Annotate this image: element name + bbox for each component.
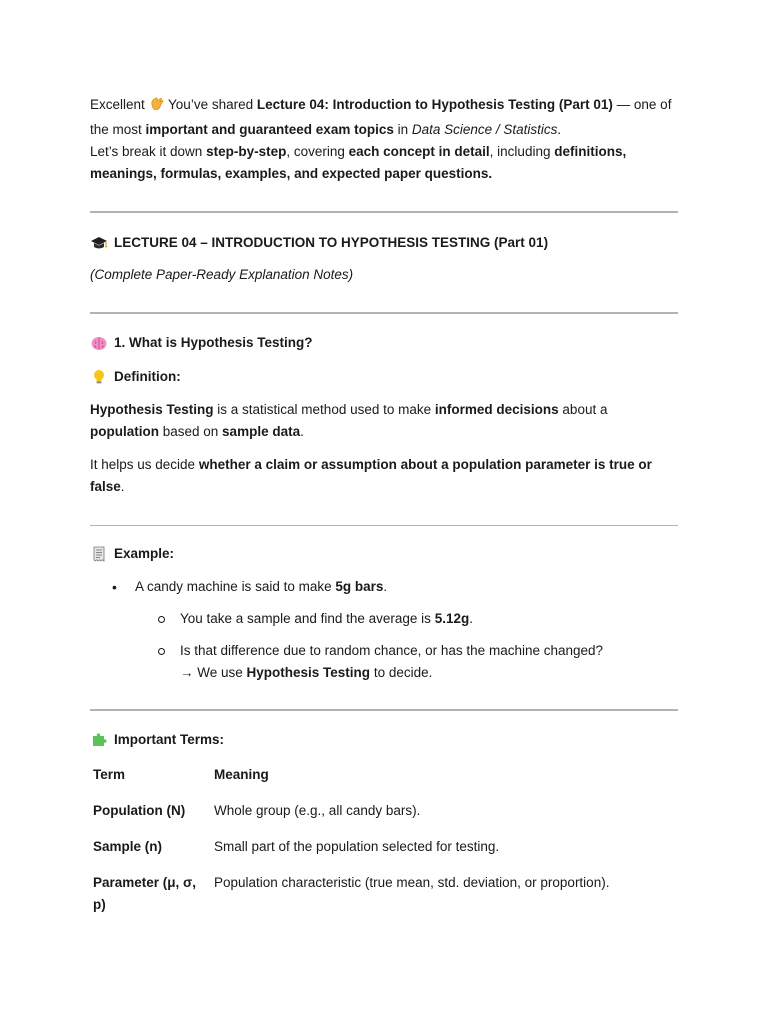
table-row — [90, 836, 611, 858]
example-sublist — [90, 608, 678, 684]
terms-table — [90, 764, 611, 916]
table-cell-meaning: Whole group (e.g., all candy bars). — [214, 803, 421, 818]
definition-purpose: It helps us decide whether a claim or assumption about a population parameter is true or false. — [90, 457, 652, 494]
lecture-title — [90, 232, 678, 254]
lecture-subtitle: (Complete Paper-Ready Explanation Notes) — [90, 267, 354, 282]
terms-label — [90, 729, 678, 751]
table-cell-meaning: Population characteristic (true mean, std. deviation, or proportion). — [214, 875, 610, 890]
clap-icon — [149, 96, 165, 119]
graduation-cap-icon — [90, 234, 108, 252]
intro-paragraph-2: Let’s break it down step-by-step, covering each concept in detail, including definitions, meanings, formulas, examples, and expected paper questions. — [90, 144, 627, 181]
definition-label — [90, 366, 678, 388]
document-page — [90, 94, 678, 916]
table-cell-term: Population (N) — [93, 803, 186, 818]
example-label-text: Example: — [114, 546, 175, 561]
puzzle-piece-icon — [90, 731, 108, 749]
definition-text: Hypothesis Testing is a statistical method used to make informed decisions about a population based on sample data. — [90, 402, 608, 439]
table-cell-term: Parameter (μ, σ, p) — [93, 875, 197, 912]
section-heading — [90, 332, 678, 354]
table-row — [90, 872, 611, 916]
receipt-icon — [90, 545, 108, 563]
intro-paragraph-1: Excellent You’ve shared Lecture 04: Introduction to Hypothesis Testing (Part 01) — one of the most important and guaranteed exam topics in Data Science / Statistics. — [90, 97, 672, 137]
example-label — [90, 543, 678, 565]
lecture-title-text: LECTURE 04 – INTRODUCTION TO HYPOTHESIS TESTING (Part 01) — [114, 235, 549, 250]
table-header-row — [90, 764, 611, 786]
table-cell-term: Sample (n) — [93, 839, 163, 854]
list-item: You take a sample and find the average is 5.12g. — [90, 608, 678, 630]
table-cell-meaning: Small part of the population selected for testing. — [214, 839, 500, 854]
brain-icon — [90, 334, 108, 352]
definition-label-text: Definition: — [114, 369, 181, 384]
example-list — [90, 576, 678, 598]
terms-label-text: Important Terms: — [114, 732, 225, 747]
table-row — [90, 800, 611, 822]
section-heading-text: 1. What is Hypothesis Testing? — [114, 335, 313, 350]
light-bulb-icon — [90, 368, 108, 386]
list-item: • A candy machine is said to make 5g bars. — [90, 576, 678, 598]
table-header-cell: Term — [93, 767, 126, 782]
table-header-cell: Meaning — [214, 767, 269, 782]
list-item: Is that difference due to random chance, or has the machine changed? → We use Hypothesis Testing to decide. — [90, 640, 678, 684]
